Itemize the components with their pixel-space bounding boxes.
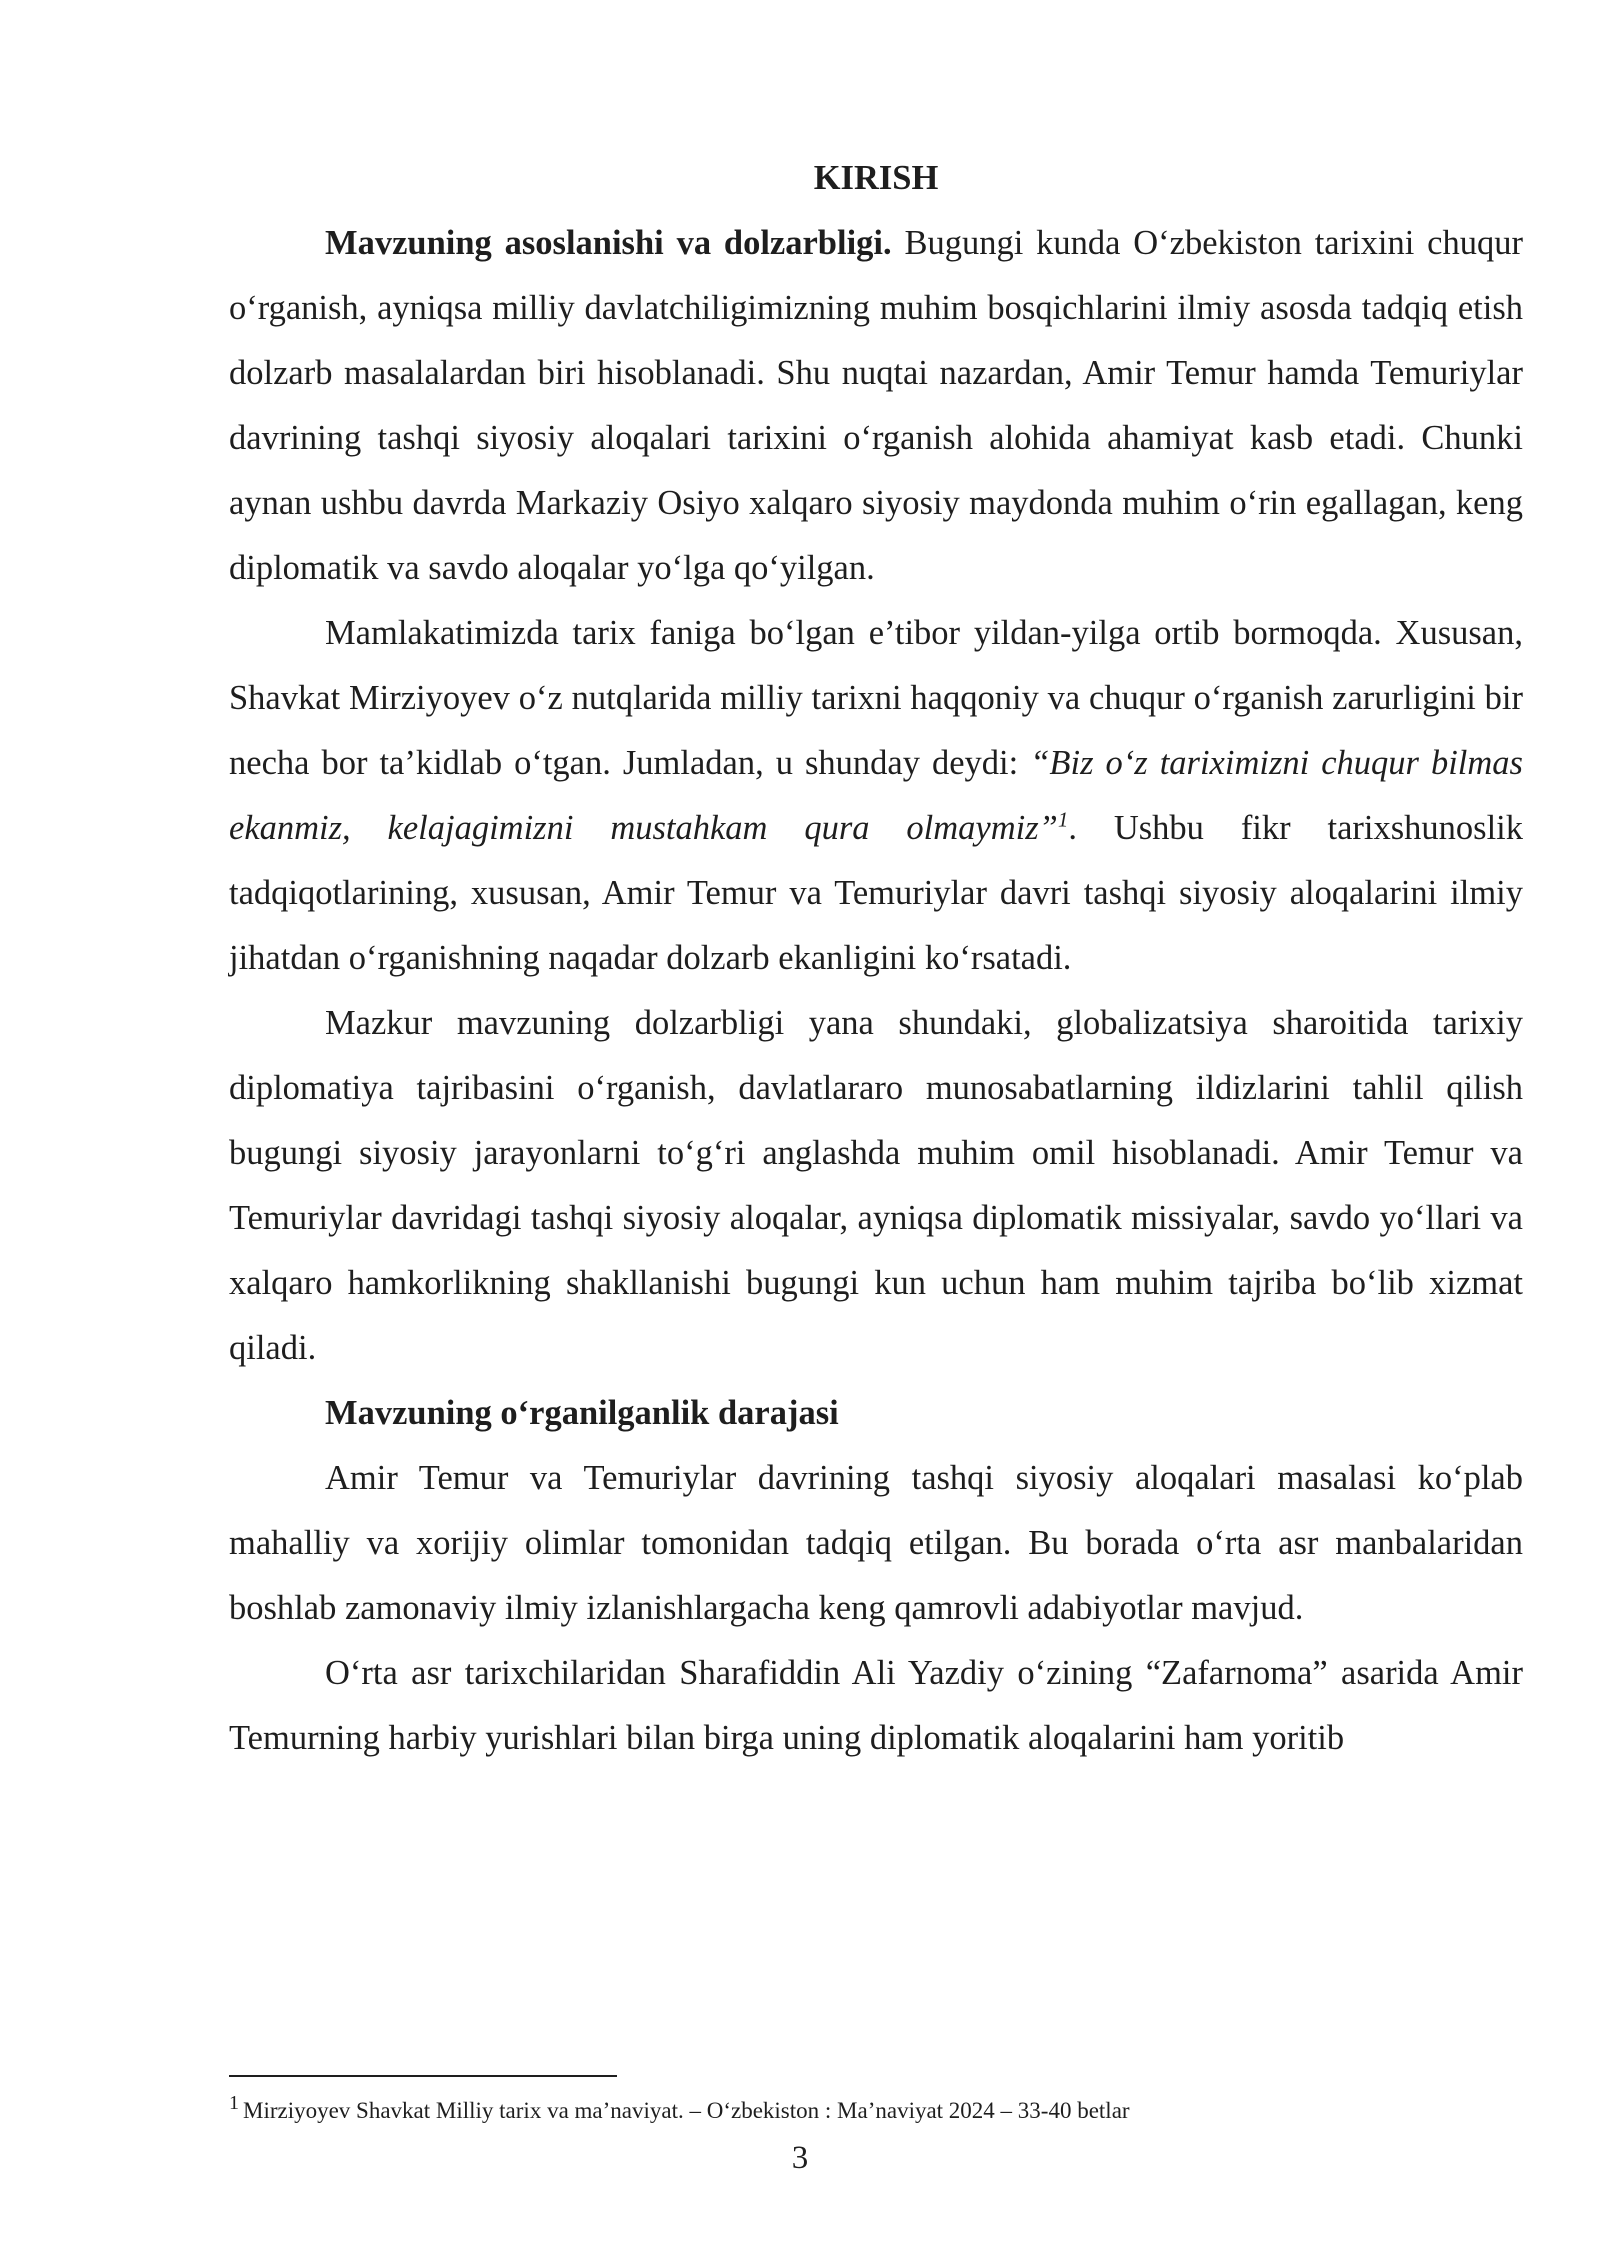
subsection-heading: Mavzuning o‘rganilganlik darajasi [325, 1394, 839, 1432]
footnote [229, 2092, 1523, 2126]
paragraph-medieval-historians: O‘rta asr tarixchilaridan Sharafiddin Ali Yazdiy o‘zining “Zafarnoma” asarida Amir Temurning harbiy yurishlari bilan birga uning diplomatik aloqalarini ham yoritib [229, 1654, 1523, 1757]
paragraph-president-quote [229, 601, 1523, 991]
paragraph-relevance [229, 211, 1523, 601]
paragraph-text: Bugungi kunda O‘zbekiston tarixini chuqur o‘rganish, ayniqsa milliy davlatchiligimizning muhim bosqichlarini ilmiy asosda tadqiq etish dolzarb masalalardan biri hisoblanadi. Shu nuqtai nazardan, Amir Temur hamda Temuriylar davrining tashqi siyosiy aloqalari tarixini o‘rganish alohida ahamiyat kasb etadi. Chunki aynan ushbu davrda Markaziy Osiyo xalqaro siyosiy maydonda muhim o‘rin egallagan, keng diplomatik va savdo aloqalar yo‘lga qo‘yilgan. [229, 224, 1523, 587]
main-text [229, 146, 1523, 1771]
paragraph-text: . Ushbu fikr tarixshunoslik tadqiqotlarining, xususan, Amir Temur va Temuriylar davri tashqi siyosiy aloqalarini ilmiy jihatdan o‘rganishning naqadar dolzarb ekanligini ko‘rsatadi. [229, 809, 1523, 977]
paragraph-globalization: Mazkur mavzuning dolzarbligi yana shundaki, globalizatsiya sharoitida tarixiy diplomatiya tajribasini o‘rganish, davlatlararo munosabatlarning ildizlarini tahlil qilish bugungi siyosiy jarayonlarni to‘g‘ri anglashda muhim omil hisoblanadi. Amir Temur va Temuriylar davridagi tashqi siyosiy aloqalar, ayniqsa diplomatik missiyalar, savdo yo‘llari va xalqaro hamkorlikning shakllanishi bugungi kun uchun ham muhim tajriba bo‘lib xizmat qiladi. [229, 1004, 1523, 1367]
footnote-separator [229, 2075, 617, 2077]
paragraph-text: Mamlakatimizda tarix faniga bo‘lgan e’tibor yildan-yilga ortib bormoqda. Xususan, Shavkat Mirziyoyev o‘z nutqlarida milliy tarixni haqqoniy va chuqur o‘rganish zarurligini bir necha bor ta’kidlab o‘tgan. Jumladan, u shunday deydi: [229, 614, 1523, 782]
footnote-marker: 1 [229, 2092, 239, 2115]
footnote-reference[interactable]: 1 [1057, 807, 1069, 832]
paragraph-lead-title: Mavzuning asoslanishi va dolzarbligi. [325, 224, 892, 262]
page-number: 3 [791, 2140, 809, 2176]
paragraph-research-scope: Amir Temur va Temuriylar davrining tashqi siyosiy aloqalari masalasi ko‘plab mahalliy va xorijiy olimlar tomonidan tadqiq etilgan. Bu borada o‘rta asr manbalaridan boshlab zamonaviy ilmiy izlanishlargacha keng qamrovli adabiyotlar mavjud. [229, 1459, 1523, 1627]
footnote-text: Mirziyoyev Shavkat Milliy tarix va ma’naviyat. – O‘zbekiston : Ma’naviyat 2024 – 33-40 betlar [243, 2098, 1130, 2123]
section-heading: KIRISH [813, 159, 939, 197]
quote-text: “Biz o‘z tariximizni chuqur bilmas ekanmiz, kelajagimizni mustahkam qura olmaymiz” [229, 744, 1523, 847]
